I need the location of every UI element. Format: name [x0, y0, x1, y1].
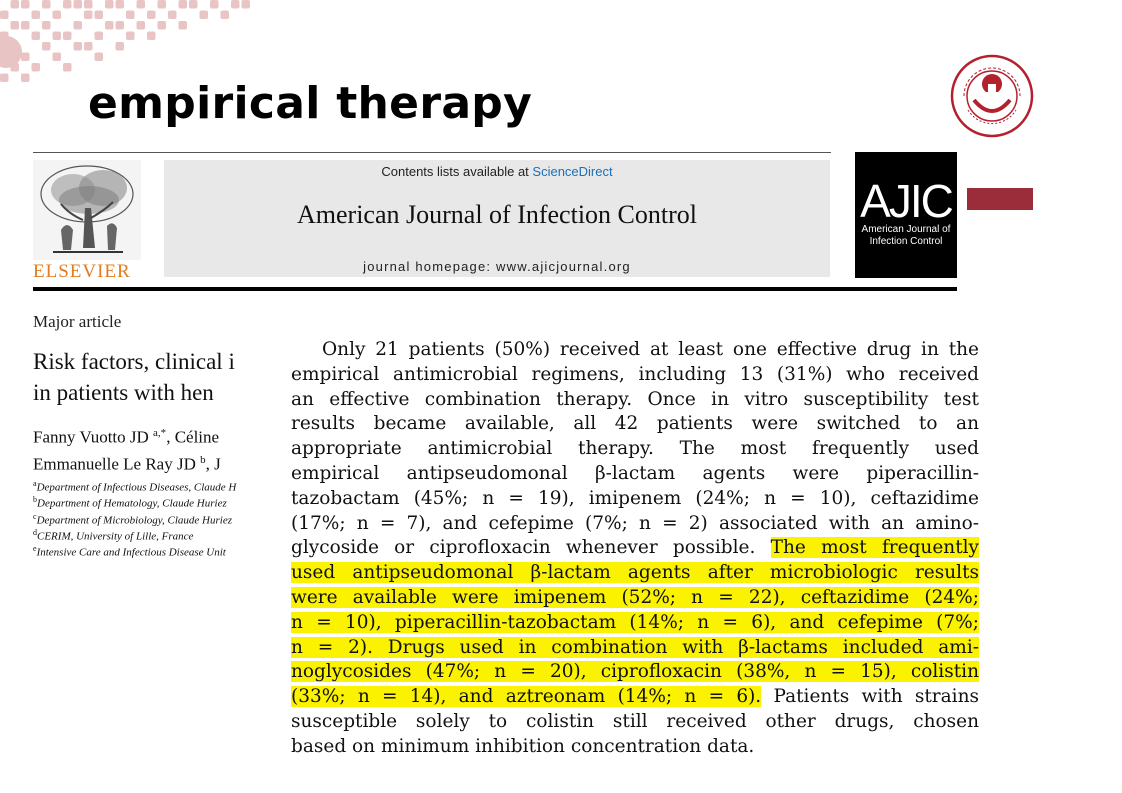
highlighted-text: used antipseudomonal β-lactam agents after microbiologic results [291, 562, 979, 584]
deco-square [53, 53, 62, 62]
excerpt-line [291, 364, 979, 386]
deco-square [84, 0, 93, 9]
deco-square [84, 11, 93, 20]
contents-line [164, 164, 830, 179]
publisher-name: ELSEVIER [33, 261, 131, 282]
affiliation [33, 494, 261, 510]
ajic-subtitle-line1: American Journal of [861, 224, 951, 235]
deco-square [221, 11, 230, 20]
deco-square [158, 21, 167, 30]
affiliation-text: Department of Hematology, Claude Huriez [37, 497, 227, 510]
deco-square [63, 63, 72, 72]
deco-square [179, 0, 188, 9]
highlighted-text: (33%; n = 14), and aztreonam (14%; n = 6). [291, 686, 762, 708]
elsevier-tree-logo [33, 160, 141, 260]
deco-square [95, 11, 104, 20]
authors-line1-sup: a,* [153, 427, 167, 439]
deco-square [32, 11, 41, 20]
excerpt-line [291, 389, 979, 411]
affiliation-sup: c [33, 511, 37, 521]
journal-name: American Journal of Infection Control [297, 200, 697, 229]
excerpt-line [291, 587, 979, 609]
deco-square [137, 0, 146, 9]
excerpt-text: glycoside or ciprofloxacin whenever possible. [291, 537, 771, 559]
excerpt-line [291, 736, 979, 758]
deco-square [189, 0, 198, 9]
excerpt-text: an effective combination therapy. Once in vitro susceptibility test [291, 388, 979, 410]
ajic-subtitle-line2: Infection Control [869, 236, 943, 247]
deco-square [126, 11, 135, 20]
deco-square [0, 11, 9, 20]
deco-square [116, 0, 125, 9]
affiliation [33, 478, 261, 494]
excerpt-text: tazobactam (45%; n = 19), imipenem (24%; n = 10), ceftazidime [291, 487, 979, 509]
deco-square [168, 11, 177, 20]
accent-bar [967, 188, 1033, 210]
affiliation-text: Department of Infectious Diseases, Claude H [36, 481, 237, 494]
deco-square [137, 21, 146, 30]
excerpt-line [291, 612, 979, 634]
excerpt-line [291, 562, 979, 584]
excerpt-line [291, 537, 979, 559]
ajic-mark: AJIC [860, 175, 952, 227]
highlighted-text: noglycosides (47%; n = 20), ciprofloxacin (38%, n = 15), colistin [291, 661, 979, 683]
deco-square [74, 21, 83, 30]
deco-square [53, 32, 62, 41]
affiliation [33, 527, 261, 543]
banner-rule [33, 287, 957, 291]
deco-square [116, 21, 125, 30]
affiliation-sup: a [33, 479, 37, 488]
affiliation-sup: e [33, 544, 37, 553]
deco-square [32, 32, 41, 41]
excerpt-paragraph [286, 339, 982, 763]
excerpt-line [291, 686, 979, 708]
excerpt-line [291, 463, 979, 485]
excerpt-text: based on minimum inhibition concentration data. [291, 735, 755, 757]
deco-square [21, 0, 30, 9]
deco-square [42, 0, 51, 9]
deco-square [105, 0, 114, 9]
authors-line2 [33, 449, 263, 476]
deco-square [200, 11, 209, 20]
excerpt-text: appropriate antimicrobial therapy. The most frequently used [291, 438, 979, 460]
article-authors [33, 422, 263, 475]
excerpt-line [291, 413, 979, 435]
deco-square [95, 53, 104, 62]
deco-square [32, 63, 41, 72]
excerpt-line [291, 637, 979, 659]
deco-square [21, 53, 30, 62]
header-rule [33, 152, 831, 153]
deco-square [105, 21, 114, 30]
authors-line2-sup: b [200, 453, 206, 466]
ajic-logo [855, 152, 957, 278]
deco-square [147, 11, 156, 20]
affiliation [33, 543, 261, 559]
article-affiliations [33, 478, 261, 559]
deco-square [42, 21, 51, 30]
affiliation-text: Department of Microbiology, Claude Huriez [36, 514, 232, 527]
excerpt-line [291, 438, 979, 460]
affiliation-sup: b [33, 495, 37, 505]
authors-line1-tail: , Céline [166, 427, 220, 447]
slide-title: empirical therapy [88, 78, 533, 129]
excerpt-text: susceptible solely to colistin still received other drugs, chosen [291, 711, 979, 732]
highlighted-text: were available were imipenem (52%; n = 22), ceftazidime (24%; [291, 587, 979, 608]
authors-line1 [33, 422, 263, 449]
ajic-subtitle [855, 224, 957, 248]
sciencedirect-link[interactable]: ScienceDirect [532, 164, 613, 179]
authors-line2-text: Emmanuelle Le Ray JD [33, 454, 201, 474]
excerpt-text: Only 21 patients (50%) received at least one effective drug in the [322, 339, 979, 360]
deco-square [11, 0, 20, 9]
deco-square [116, 42, 125, 51]
deco-square [21, 21, 30, 30]
deco-square [84, 42, 93, 51]
affiliation-sup: d [33, 527, 37, 537]
excerpt-line [291, 711, 979, 733]
deco-square [126, 32, 135, 41]
excerpt-text: (17%; n = 7), and cefepime (7%; n = 2) associated with an amino- [291, 512, 979, 534]
excerpt-line [291, 488, 979, 510]
deco-square [63, 0, 72, 9]
excerpt-text: empirical antipseudomonal β-lactam agents were piperacillin- [291, 463, 979, 484]
deco-square [53, 11, 62, 20]
deco-square [63, 32, 72, 41]
authors-line2-tail: , J [205, 454, 221, 474]
deco-square [11, 21, 20, 30]
excerpt-text: empirical antimicrobial regimens, including 13 (31%) who received [291, 363, 979, 385]
article-title-line2: in patients with hen [33, 380, 214, 405]
deco-square [42, 42, 51, 51]
affiliation-text: Intensive Care and Infectious Disease Unit [36, 546, 226, 559]
deco-square [231, 0, 240, 9]
affiliation-text: CERIM, University of Lille, France [37, 530, 194, 543]
authors-line1-text: Fanny Vuotto JD [33, 427, 154, 447]
affiliation [33, 511, 261, 527]
deco-square [210, 0, 219, 9]
contents-prefix: Contents lists available at [381, 164, 533, 179]
highlighted-text: n = 10), piperacillin-tazobactam (14%; n = 6), and cefepime (7%; [291, 611, 979, 633]
excerpt-text: Patients with strains [761, 686, 979, 708]
highlighted-text: The most frequently [770, 537, 980, 559]
excerpt-line [322, 339, 979, 361]
excerpt-text: results became available, all 42 patients were switched to an [291, 413, 979, 435]
article-type: Major article [33, 312, 122, 331]
article-title-line1: Risk factors, clinical i [33, 349, 235, 374]
deco-square [179, 21, 188, 30]
deco-square [242, 0, 251, 9]
deco-square [74, 42, 83, 51]
highlighted-text: n = 2). Drugs used in combination with β-lactams included ami- [291, 636, 979, 658]
deco-circle [0, 36, 22, 68]
hospital-logo [950, 54, 1034, 138]
excerpt-line [291, 513, 979, 535]
deco-square [0, 74, 9, 83]
deco-square [158, 0, 167, 9]
journal-homepage: journal homepage: www.ajicjournal.org [363, 259, 631, 274]
excerpt-line [291, 661, 979, 683]
deco-square [21, 74, 30, 83]
deco-square [147, 32, 156, 41]
journal-banner [164, 160, 830, 277]
deco-square [95, 32, 104, 41]
deco-square [74, 0, 83, 9]
article-title [33, 346, 263, 408]
